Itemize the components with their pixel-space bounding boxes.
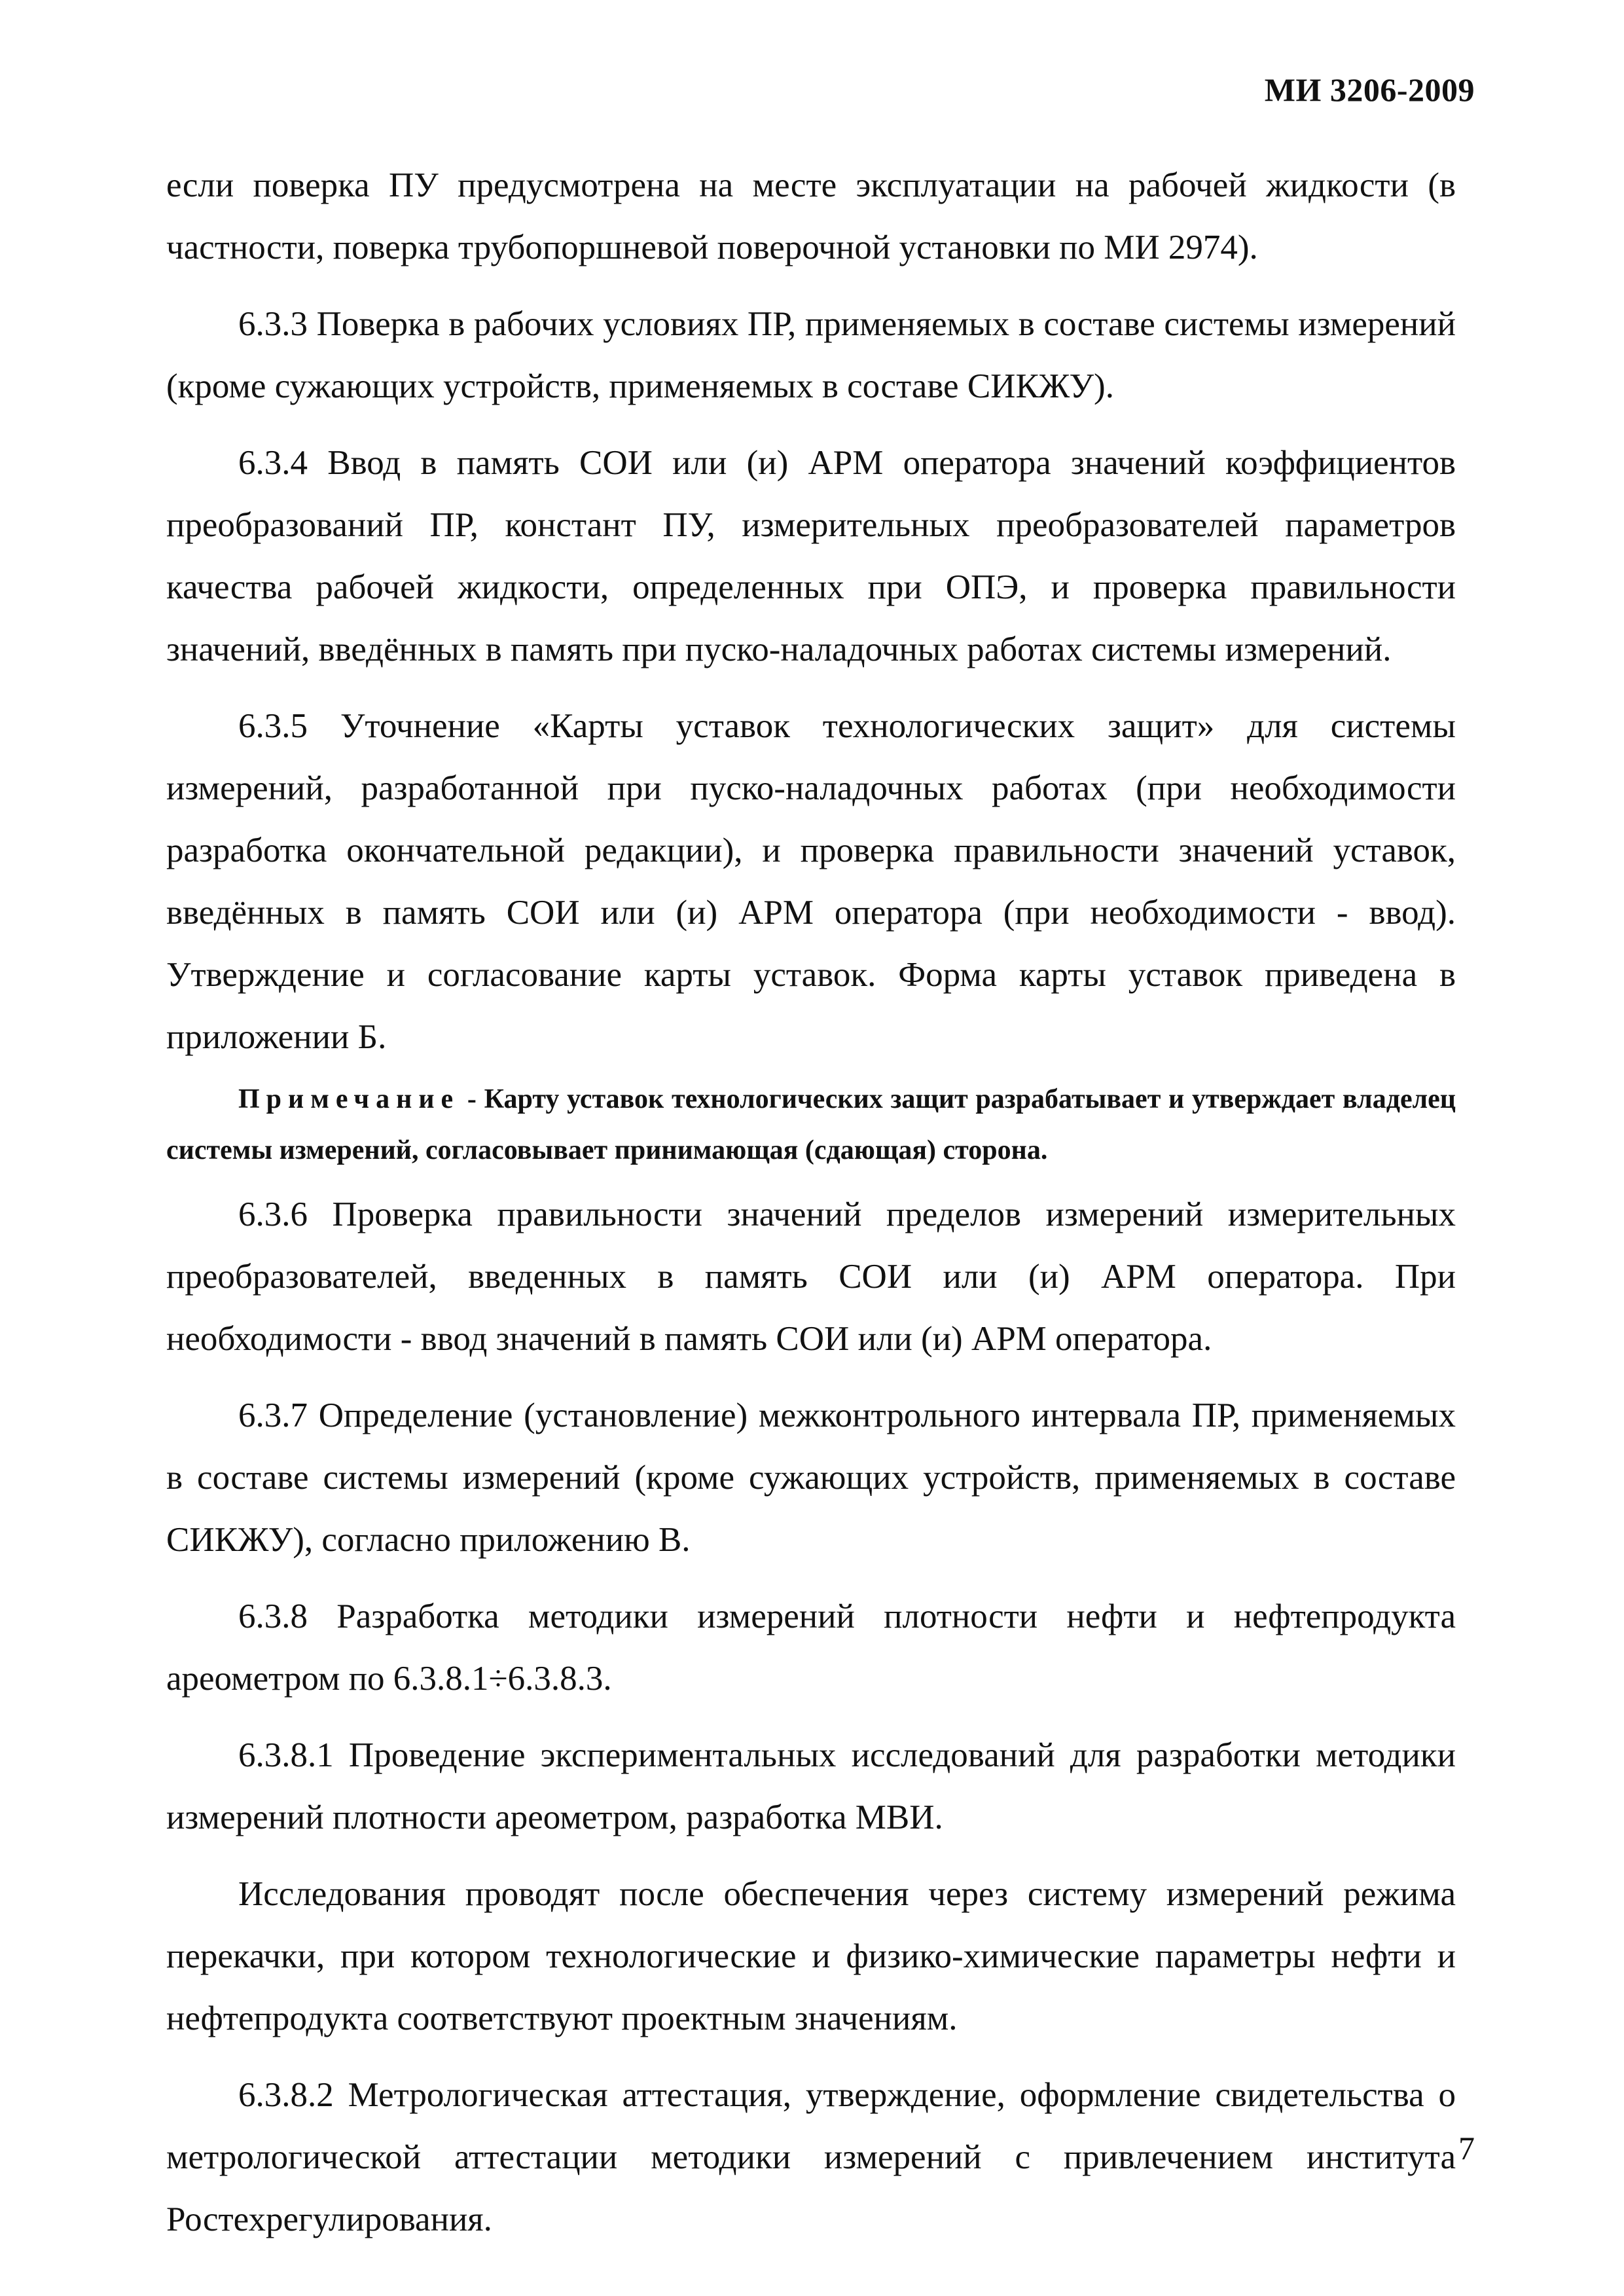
paragraph-6-3-3: 6.3.3 Поверка в рабочих условиях ПР, применяемых в составе системы измерений (кроме сужающих устройств, применяемых в составе СИКЖУ).	[166, 305, 1456, 405]
paragraph-6-3-7: 6.3.7 Определение (установление) межконтрольного интервала ПР, применяемых в составе системы измерений (кроме сужающих устройств, применяемых в составе СИКЖУ), согласно приложению В.	[166, 1396, 1456, 1559]
paragraph-research: Исследования проводят после обеспечения через систему измерений режима перекачки, при котором технологические и физико-химические параметры нефти и нефтепродукта соответствуют проектным значениям.	[166, 1875, 1456, 2037]
paragraph-6-3-6: 6.3.6 Проверка правильности значений пределов измерений измерительных преобразователей, введенных в память СОИ или (и) АРМ оператора. При необходимости - ввод значений в память СОИ или (и) АРМ оператора.	[166, 1195, 1456, 1358]
note	[166, 1074, 1456, 1176]
page-body	[166, 155, 1456, 2251]
paragraph-6-3-8-2: 6.3.8.2 Метрологическая аттестация, утверждение, оформление свидетельства о метрологической аттестации методики измерений с привлечением института Ростехрегулирования.	[166, 2076, 1456, 2238]
page-number: 7	[1458, 2130, 1475, 2166]
paragraph-6-3-8: 6.3.8 Разработка методики измерений плотности нефти и нефтепродукта ареометром по 6.3.8.1÷6.3.8.3.	[166, 1597, 1456, 1698]
paragraph-6-3-5: 6.3.5 Уточнение «Карты уставок технологических защит» для системы измерений, разработанной при пуско-наладочных работах (при необходимости разработка окончательной редакции), и проверка правильности значений уставок, введённых в память СОИ или (и) АРМ оператора (при необходимости - ввод). Утверждение и согласование карты уставок. Форма карты уставок приведена в приложении Б.	[166, 707, 1456, 1056]
paragraph-6-3-4: 6.3.4 Ввод в память СОИ или (и) АРМ оператора значений коэффициентов преобразований ПР, констант ПУ, измерительных преобразователей параметров качества рабочей жидкости, определенных при ОПЭ, и проверка правильности значений, введённых в память при пуско-наладочных работах системы измерений.	[166, 444, 1456, 668]
paragraph-6-3-8-1: 6.3.8.1 Проведение экспериментальных исследований для разработки методики измерений плотности ареометром, разработка МВИ.	[166, 1736, 1456, 1836]
note-label: Примечание	[238, 1084, 460, 1114]
document-code: МИ 3206-2009	[1264, 71, 1475, 108]
paragraph-continuation: если поверка ПУ предусмотрена на месте эксплуатации на рабочей жидкости (в частности, поверка трубопоршневой поверочной установки по МИ 2974).	[166, 166, 1456, 266]
note-text: - Карту уставок технологических защит разрабатывает и утверждает владелец системы измерений, согласовывает принимающая (сдающая) сторона.	[166, 1084, 1456, 1165]
